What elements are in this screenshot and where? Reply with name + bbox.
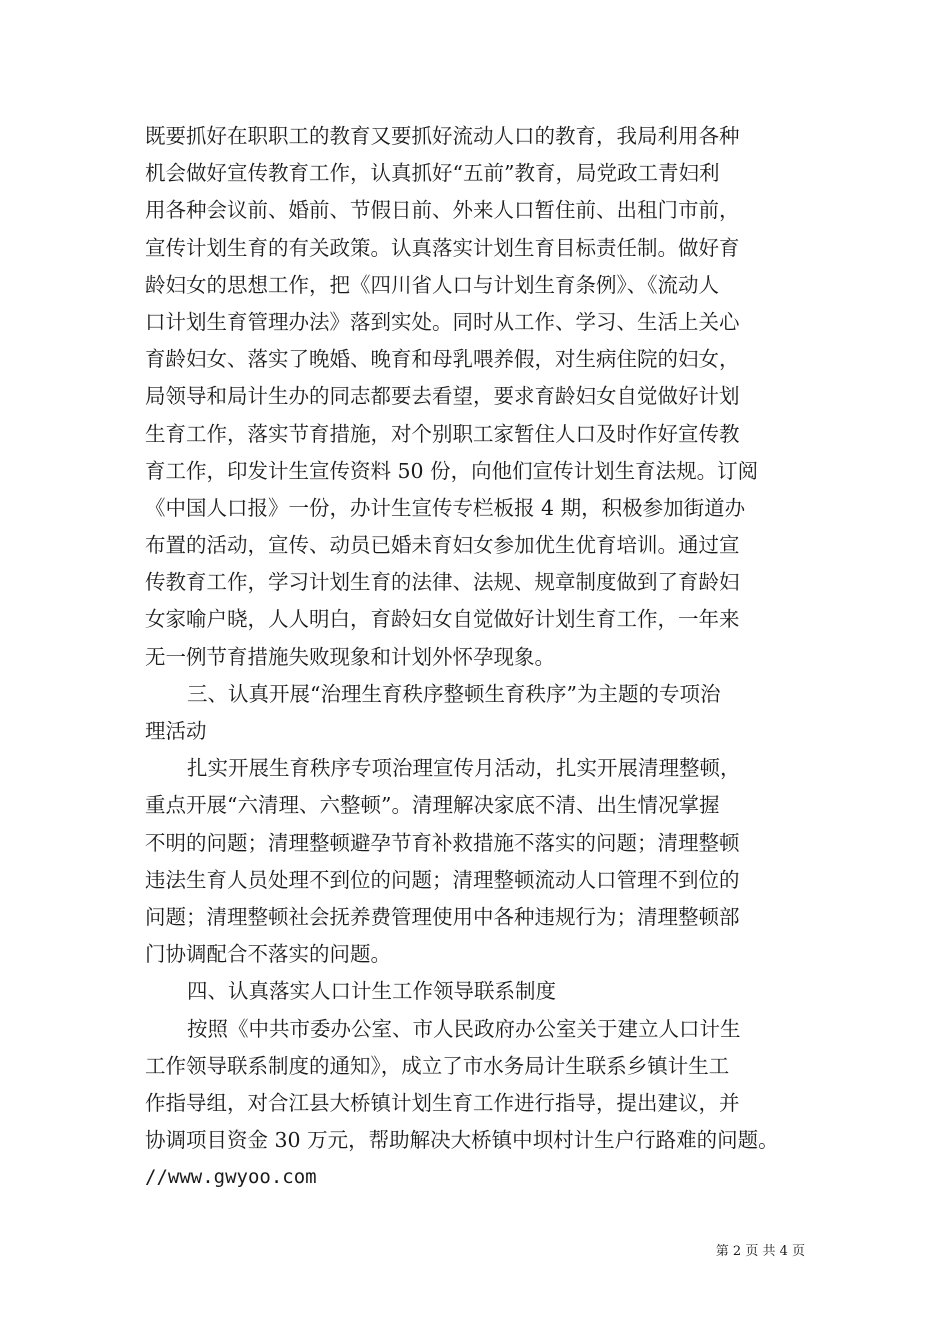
text-line: 女家喻户晓，人人明白，育龄妇女自觉做好计划生育工作，一年来 [145,607,740,632]
text-line: 布置的活动，宣传、动员已婚未育妇女参加优生优育培训。通过宣 [145,533,740,558]
text-line: 局领导和局计生办的同志都要去看望，要求育龄妇女自觉做好计划 [145,384,740,409]
text-line: 用各种会议前、婚前、节假日前、外来人口暂住前、出租门市前， [145,198,740,223]
text-line: 生育工作，落实节育措施，对个别职工家暂住人口及时作好宣传教 [145,421,740,446]
text-line: 既要抓好在职职工的教育又要抓好流动人口的教育，我局利用各种 [145,124,740,148]
text-line: 无一例节育措施失败现象和计划外怀孕现象。 [145,644,555,669]
text-line: 育工作，印发计生宣传资料 50 份，向他们宣传计划生育法规。订阅 [145,458,759,483]
section-heading-continuation: 理活动 [145,719,207,743]
text-line: 问题；清理整顿社会抚养费管理使用中各种违规行为；清理整顿部 [145,904,740,929]
source-url: //www.gwyoo.com [145,1166,317,1189]
text-line: 重点开展“六清理、六整顿”。清理解决家底不清、出生情况掌握 [145,793,720,818]
text-line: 口计划生育管理办法》落到实处。同时从工作、学习、生活上关心 [145,309,740,334]
text-line: 育龄妇女、落实了晚婚、晚育和母乳喂养假，对生病住院的妇女， [145,347,740,372]
text-line: 违法生育人员处理不到位的问题；清理整顿流动人口管理不到位的 [145,867,740,892]
text-line: 《中国人口报》一份，办计生宣传专栏板报 4 期，积极参加街道办 [145,495,746,520]
document-body [145,118,815,1196]
text-line: 机会做好宣传教育工作，认真抓好“五前”教育，局党政工青妇利 [145,161,720,186]
text-line: 门协调配合不落实的问题。 [145,942,391,967]
text-line: 宣传计划生育的有关政策。认真落实计划生育目标责任制。做好育 [145,235,740,260]
text-line: 工作领导联系制度的通知》，成立了市水务局计生联系乡镇计生工 [145,1053,730,1078]
text-line: 传教育工作，学习计划生育的法律、法规、规章制度做到了育龄妇 [145,570,740,595]
page-number: 第 2 页 共 4 页 [715,1244,805,1259]
text-line: 龄妇女的思想工作，把《四川省人口与计划生育条例》、《流动人 [145,272,719,297]
text-line: 协调项目资金 30 万元，帮助解决大桥镇中坝村计生户行路难的问题。 [145,1128,779,1153]
section-heading: 三、认真开展“治理生育秩序整顿生育秩序”为主题的专项治 [187,681,721,706]
text-line: 扎实开展生育秩序专项治理宣传月活动，扎实开展清理整顿， [187,756,741,781]
text-line: 作指导组，对合江县大桥镇计划生育工作进行指导，提出建议，并 [145,1090,740,1115]
section-heading: 四、认真落实人口计生工作领导联系制度 [187,979,556,1004]
text-line: 按照《中共市委办公室、市人民政府办公室关于建立人口计生 [187,1016,741,1041]
text-line: 不明的问题；清理整顿避孕节育补救措施不落实的问题；清理整顿 [145,830,740,855]
